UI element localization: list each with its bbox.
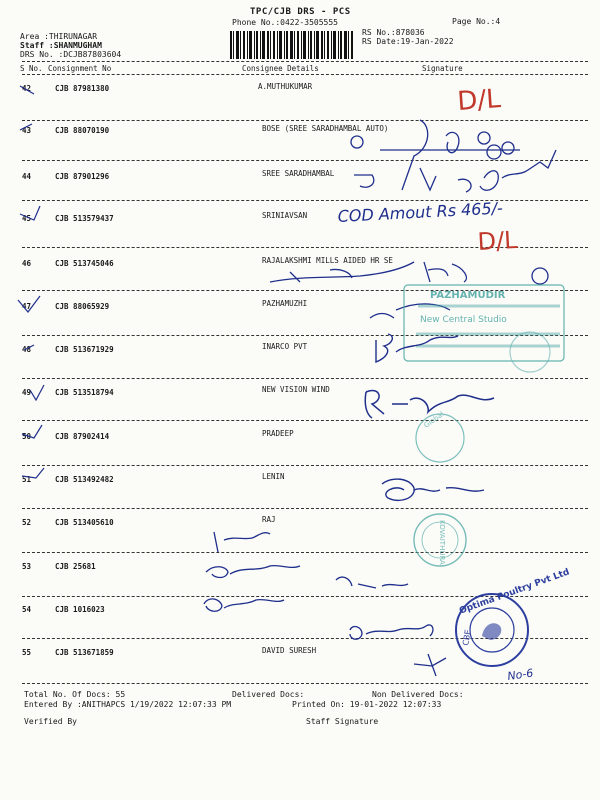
- barcode-icon: [230, 31, 354, 59]
- column-sno: S No.: [20, 64, 43, 73]
- row-sno: 44: [22, 172, 32, 181]
- row-divider: [22, 335, 588, 336]
- stamp-text: Optima Poultry Pvt Ltd: [458, 567, 572, 617]
- row-divider: [22, 290, 588, 291]
- rs-date: RS Date:19-Jan-2022: [362, 37, 454, 46]
- row-sno: 53: [22, 562, 32, 571]
- signature-scribble: [204, 532, 446, 676]
- drs-number: DRS No. :DCJB87803604: [20, 50, 122, 59]
- row-divider: [22, 683, 588, 684]
- delivered-docs: Delivered Docs:: [232, 690, 305, 699]
- row-consignment: CJB 87902414: [55, 432, 110, 441]
- row-consignee: PAZHAMUZHI: [262, 299, 308, 308]
- phone-number: Phone No.:0422-3505555: [232, 18, 338, 27]
- stamp-text: CBE: [461, 628, 473, 647]
- header-divider: [22, 74, 588, 75]
- row-divider: [22, 120, 588, 121]
- page-number: Page No.:4: [452, 17, 501, 26]
- row-sno: 51: [22, 475, 32, 484]
- rs-number: RS No.:878036: [362, 28, 425, 37]
- row-sno: 45: [22, 214, 32, 223]
- row-sno: 54: [22, 605, 32, 614]
- dl-mark: D/L: [476, 225, 519, 256]
- dl-mark: D/L: [456, 84, 502, 117]
- header-divider: [22, 61, 588, 62]
- row-consignee: LENIN: [262, 472, 285, 481]
- row-consignee: INARCO PVT: [262, 342, 308, 351]
- cod-note: COD Amout Rs 465/-: [337, 198, 504, 226]
- pazhamudir-stamp: [404, 285, 564, 372]
- row-consignee: RAJ: [262, 515, 276, 524]
- row-consignee: RAJALAKSHMI MILLS AIDED HR SE: [262, 256, 393, 265]
- row-consignment: CJB 513671859: [55, 648, 114, 657]
- optima-stamp: [456, 567, 571, 666]
- note-handwriting: No-6: [506, 666, 535, 683]
- row-sno: 46: [22, 259, 32, 268]
- row-consignee: SREE SARADHAMBAL: [262, 169, 335, 178]
- printed-on: Printed On: 19-01-2022 12:07:33: [292, 700, 442, 709]
- row-divider: [22, 638, 588, 639]
- row-consignee: BOSE (SREE SARADHAMBAL AUTO): [262, 124, 389, 133]
- row-divider: [22, 552, 588, 553]
- row-sno: 47: [22, 302, 32, 311]
- row-consignment: CJB 513405610: [55, 518, 114, 527]
- row-consignee: SRINIAVSAN: [262, 211, 308, 220]
- row-divider: [22, 465, 588, 466]
- row-divider: [22, 596, 588, 597]
- row-divider: [22, 508, 588, 509]
- verified-by: Verified By: [24, 717, 77, 726]
- non-delivered-docs: Non Delivered Docs:: [372, 690, 464, 699]
- row-consignment: CJB 88065929: [55, 302, 110, 311]
- row-divider: [22, 247, 588, 248]
- row-consignment: CJB 87981380: [55, 84, 110, 93]
- row-sno: 48: [22, 345, 32, 354]
- check-mark-icon: [30, 385, 44, 400]
- staff-label: Staff :SHANMUGHAM: [20, 41, 102, 50]
- row-consignee: NEW VISION WIND: [262, 385, 330, 394]
- total-docs: Total No. Of Docs: 55: [24, 690, 126, 699]
- column-signature: Signature: [422, 64, 463, 73]
- stamp-subtitle: New Central Studio: [420, 315, 507, 325]
- row-sno: 55: [22, 648, 32, 657]
- document-title: TPC/CJB DRS - PCS: [250, 7, 351, 17]
- row-consignment: CJB 513518794: [55, 388, 114, 397]
- row-consignment: CJB 88070190: [55, 126, 110, 135]
- row-consignment: CJB 1016023: [55, 605, 105, 614]
- row-consignee: DAVID SURESH: [262, 646, 317, 655]
- column-consignee: Consignee Details: [242, 64, 319, 73]
- kovaithurai-stamp: [414, 514, 466, 567]
- entered-by: Entered By :ANITHAPCS 1/19/2022 12:07:33 PM: [24, 700, 232, 709]
- stamp-text: KOVAITHURAI: [438, 520, 446, 567]
- row-divider: [22, 160, 588, 161]
- row-sno: 52: [22, 518, 32, 527]
- global-stamp: [416, 410, 464, 462]
- row-divider: [22, 200, 588, 201]
- row-consignment: CJB 513492482: [55, 475, 114, 484]
- row-consignment: CJB 513579437: [55, 214, 114, 223]
- row-consignee: PRADEEP: [262, 429, 294, 438]
- column-consignment: Consignment No: [48, 64, 112, 73]
- signature-scribble: [376, 334, 458, 362]
- signature-scribble: [382, 479, 484, 500]
- row-divider: [22, 378, 588, 379]
- row-consignee: A.MUTHUKUMAR: [258, 82, 313, 91]
- signature-scribble: [365, 391, 494, 418]
- row-divider: [22, 420, 588, 421]
- row-consignment: CJB 87901296: [55, 172, 110, 181]
- stamp-title: PAZHAMUDIR: [430, 290, 506, 301]
- stamp-text: Global: [422, 410, 446, 430]
- row-sno: 49: [22, 388, 32, 397]
- row-sno: 50: [22, 432, 32, 441]
- row-consignment: CJB 513671929: [55, 345, 114, 354]
- row-sno: 42: [22, 84, 32, 93]
- row-consignment: CJB 25681: [55, 562, 96, 571]
- row-sno: 43: [22, 126, 32, 135]
- row-consignment: CJB 513745046: [55, 259, 114, 268]
- staff-signature: Staff Signature: [306, 717, 379, 726]
- area-label: Area :THIRUNAGAR: [20, 32, 98, 41]
